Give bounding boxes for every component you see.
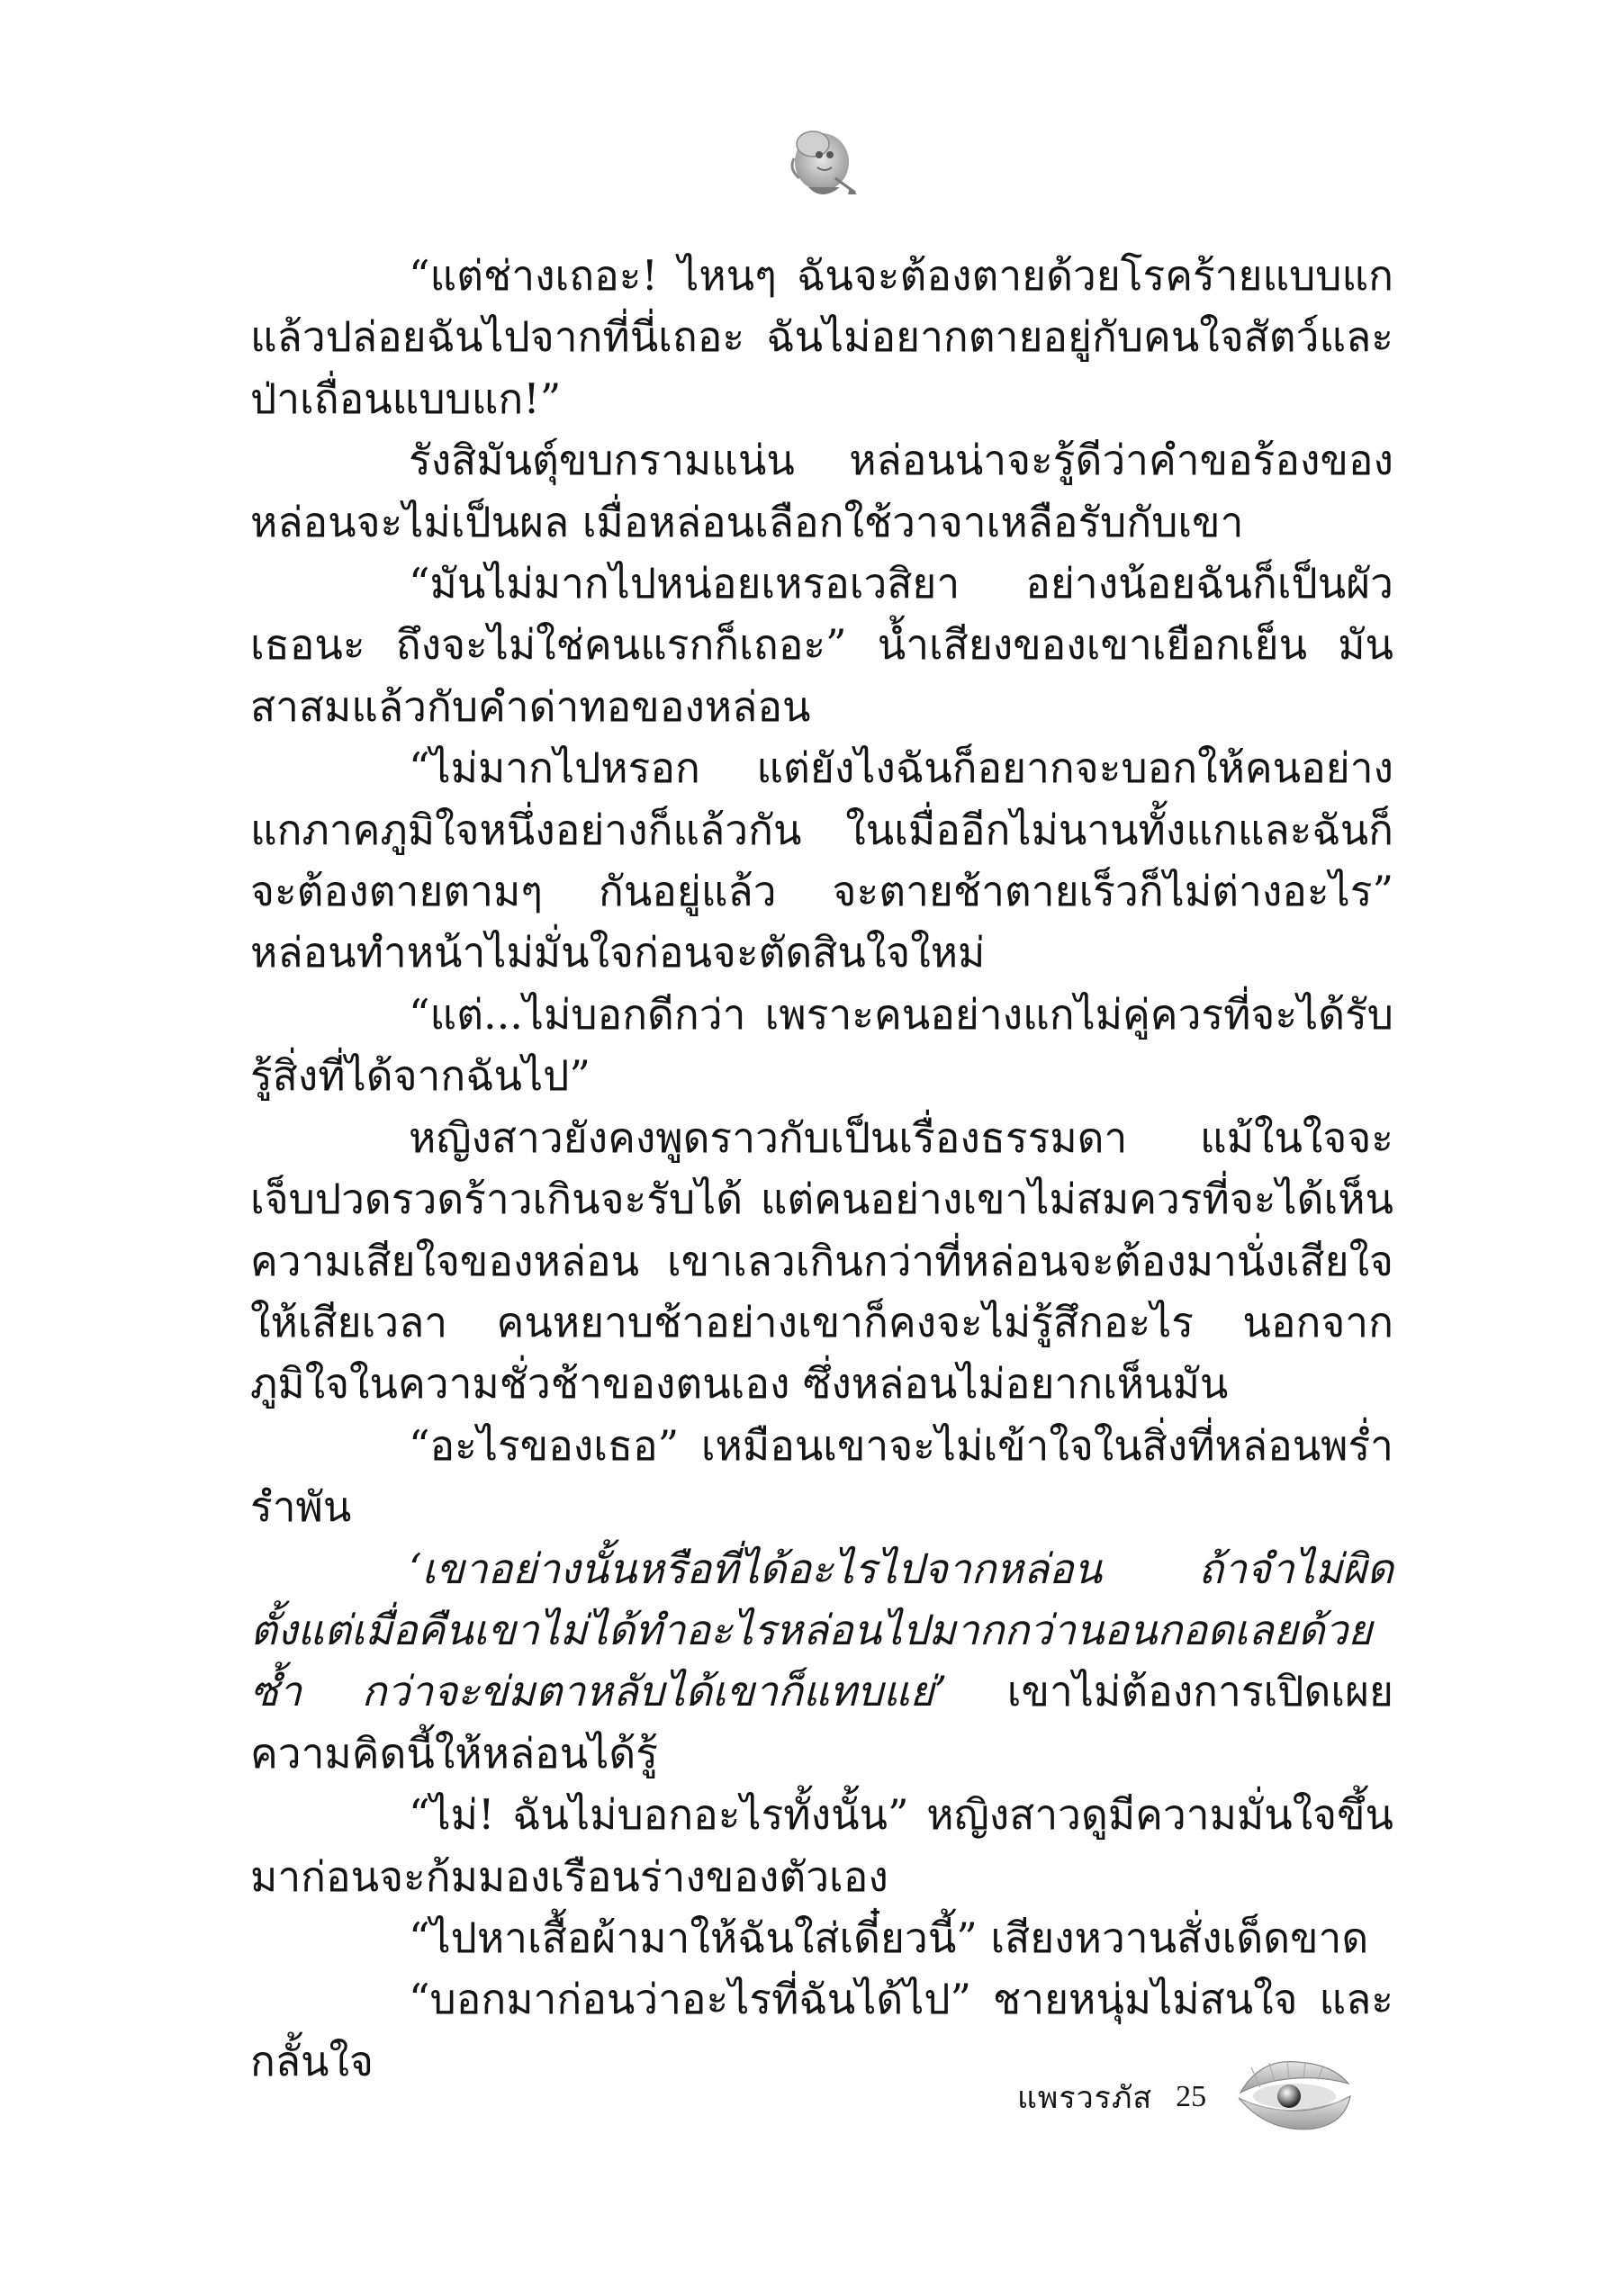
paragraph-4: “ไม่มากไปหรอก แต่ยังไงฉันก็อยากจะบอกให้คนอย่างแกภาคภูมิใจหนึ่งอย่างก็แล้วกัน ในเมื่ออีกไม่นานทั้งแกและฉันก็จะต้องตายตามๆ กันอยู่แล้ว จะตายช้าตายเร็วก็ไม่ต่างอะไร” หล่อนทำหน้าไม่มั่นใจก่อนจะตัดสินใจใหม่ xyxy=(250,743,1393,977)
paragraph-8 xyxy=(250,1538,1393,1785)
paragraph-6: หญิงสาวยังคงพูดราวกับเป็นเรื่องธรรมดา แม้ในใจจะเจ็บปวดรวดร้าวเกินจะรับได้ แต่คนอย่างเขาไม่สมควรที่จะได้เห็นความเสียใจของหล่อน เขาเลวเกินกว่าที่หล่อนจะต้องมานั่งเสียใจให้เสียเวลา คนหยาบช้าอย่างเขาก็คงจะไม่รู้สึกอะไร นอกจากภูมิใจในความชั่วช้าของตนเอง ซึ่งหล่อนไม่อยากเห็นมัน xyxy=(250,1112,1393,1409)
cupid-ornament-icon xyxy=(772,115,871,205)
paragraph-3: “มันไม่มากไปหน่อยเหรอเวสิยา อย่างน้อยฉันก็เป็นผัวเธอนะ ถึงจะไม่ใช่คนแรกก็เถอะ” น้ำเสียงของเขาเยือกเย็น มันสาสมแล้วกับคำด่าทอของหล่อน xyxy=(250,559,1393,731)
paragraph-9: “ไม่! ฉันไม่บอกอะไรทั้งนั้น” หญิงสาวดูมีความมั่นใจขึ้นมาก่อนจะก้มมองเรือนร่างของตัวเอง xyxy=(250,1790,1393,1901)
paragraph-11: “บอกมาก่อนว่าอะไรที่ฉันได้ไป” ชายหนุ่มไม่สนใจ และกลั้นใจ xyxy=(250,1975,1393,2085)
paragraph-7: “อะไรของเธอ” เหมือนเขาจะไม่เข้าใจในสิ่งที่หล่อนพร่ำรำพัน xyxy=(250,1420,1393,1532)
story-text xyxy=(250,245,1393,2092)
pearl-oyster-icon xyxy=(1233,2057,1355,2138)
paragraph-8-rest: เขาไม่ต้องการเปิดเผยความคิดนี้ให้หล่อนได้รู้ xyxy=(250,1667,1393,1778)
paragraph-10: “ไปหาเสื้อผ้ามาให้ฉันใส่เดี๋ยวนี้” เสียงหวานสั่งเด็ดขาด xyxy=(409,1913,1369,1962)
paragraph-5: “แต่...ไม่บอกดีกว่า เพราะคนอย่างแกไม่คู่ควรที่จะได้รับรู้สิ่งที่ได้จากฉันไป” xyxy=(250,989,1393,1101)
page-footer xyxy=(1017,2066,1355,2129)
page-number: 25 xyxy=(1176,2080,1207,2113)
paragraph-1: “แต่ช่างเถอะ! ไหนๆ ฉันจะต้องตายด้วยโรคร้ายแบบแกแล้วปล่อยฉันไปจากที่นี่เถอะ ฉันไม่อยากตายอยู่กับคนใจสัตว์และป่าเถื่อนแบบแก!” xyxy=(250,251,1393,423)
inner-thought-italic: ‘เขาอย่างนั้นหรือที่ได้อะไรไปจากหล่อน ถ้าจำไม่ผิด ตั้งแต่เมื่อคืนเขาไม่ได้ทำอะไรหล่อนไปมากกว่านอนกอดเลยด้วยซ้ำ กว่าจะข่มตาหลับได้เขาก็แทบแย่’ xyxy=(250,1544,1393,1716)
paragraph-2: รังสิมันตุ์ขบกรามแน่น หล่อนน่าจะรู้ดีว่าคำขอร้องของหล่อนจะไม่เป็นผล เมื่อหล่อนเลือกใช้วาจาเหลือรับกับเขา xyxy=(250,436,1393,546)
author-name: แพรวรภัส xyxy=(1017,2080,1153,2116)
